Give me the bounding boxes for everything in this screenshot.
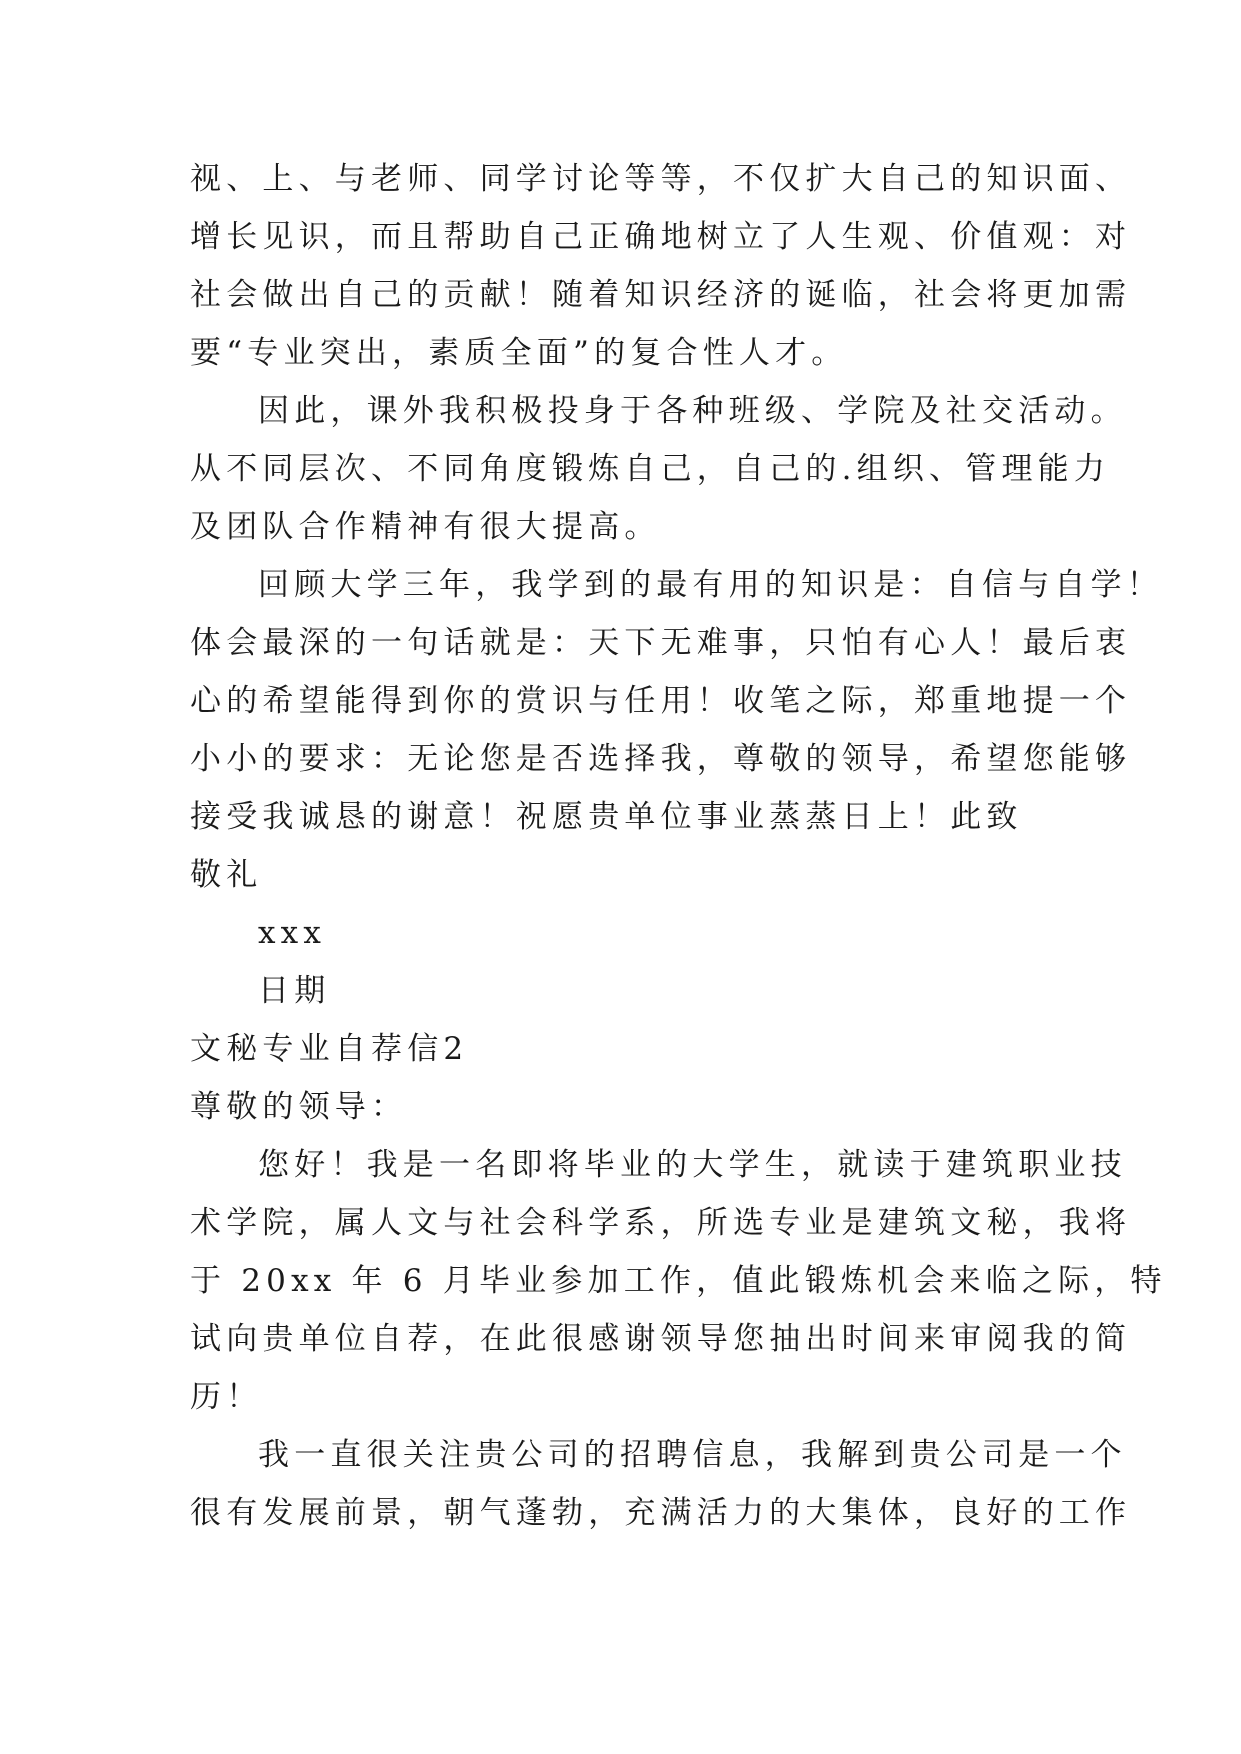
text-line: 及团队合作精神有很大提高。 xyxy=(190,509,661,545)
text-line: 体会最深的一句话就是：天下无难事，只怕有心人！最后衷 xyxy=(190,625,1132,661)
text-line: 术学院，属人文与社会科学系，所选专业是建筑文秘，我将 xyxy=(190,1205,1132,1241)
text-line: 于 20xx 年 6 月毕业参加工作，值此锻炼机会来临之际，特 xyxy=(190,1263,1167,1299)
text-line: 很有发展前景，朝气蓬勃，充满活力的大集体，良好的工作 xyxy=(190,1495,1132,1531)
text-line: 增长见识，而且帮助自己正确地树立了人生观、价值观：对 xyxy=(190,219,1132,255)
greeting: 尊敬的领导： xyxy=(190,1089,408,1125)
text-line: 历！ xyxy=(190,1379,263,1415)
signature-name: xxx xyxy=(258,915,327,951)
text-line: 要“专业突出，素质全面”的复合性人才。 xyxy=(190,335,848,371)
paragraph-start-line: 您好！我是一名即将毕业的大学生，就读于建筑职业技 xyxy=(258,1147,1127,1183)
signature-date: 日期 xyxy=(258,973,331,1009)
paragraph-start-line: 我一直很关注贵公司的招聘信息，我解到贵公司是一个 xyxy=(258,1437,1127,1473)
text-line: 心的希望能得到你的赏识与任用！收笔之际，郑重地提一个 xyxy=(190,683,1132,719)
section-title: 文秘专业自荐信2 xyxy=(190,1031,469,1067)
document-page xyxy=(190,150,1167,1542)
paragraph-start-line: 回顾大学三年，我学到的最有用的知识是：自信与自学！ xyxy=(258,567,1163,603)
text-line: 视、上、与老师、同学讨论等等，不仅扩大自己的知识面、 xyxy=(190,161,1132,197)
text-line: 小小的要求：无论您是否选择我，尊敬的领导，希望您能够 xyxy=(190,741,1132,777)
text-line: 试向贵单位自荐，在此很感谢领导您抽出时间来审阅我的简 xyxy=(190,1321,1132,1357)
paragraph-start-line: 因此，课外我积极投身于各种班级、学院及社交活动。 xyxy=(258,393,1127,429)
text-line: 接受我诚恳的谢意！祝愿贵单位事业蒸蒸日上！此致 xyxy=(190,799,1023,835)
text-line: 从不同层次、不同角度锻炼自己，自己的.组织、管理能力 xyxy=(190,451,1111,487)
closing-salutation: 敬礼 xyxy=(190,857,263,893)
text-line: 社会做出自己的贡献！随着知识经济的诞临，社会将更加需 xyxy=(190,277,1132,313)
